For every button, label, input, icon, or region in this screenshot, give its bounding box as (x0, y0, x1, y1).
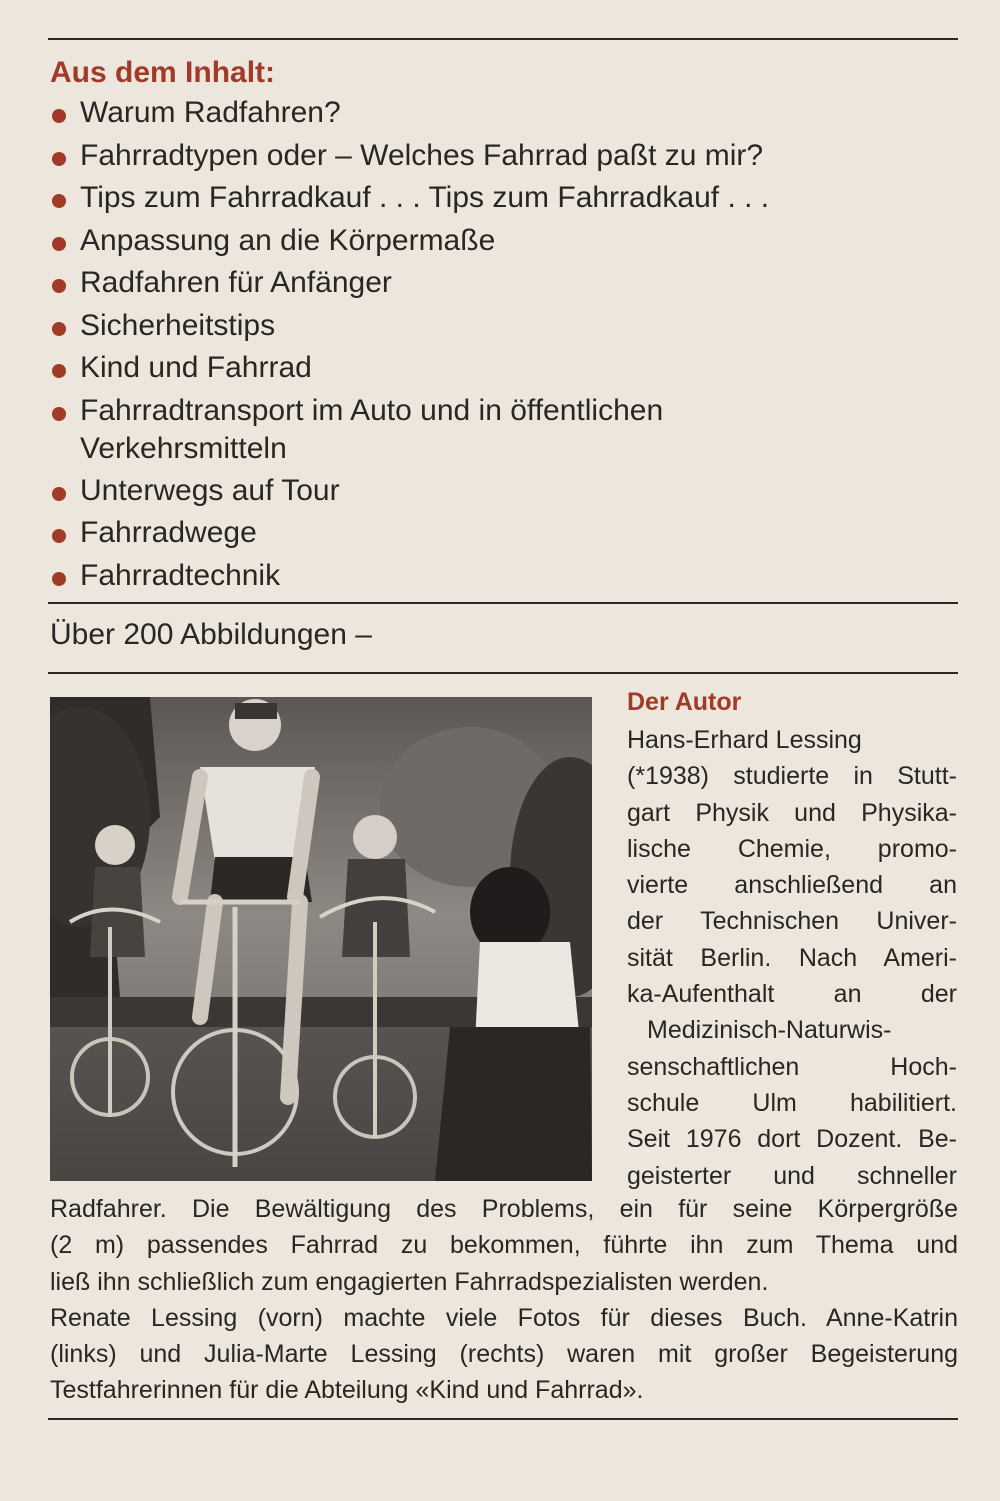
bio-line: vierte anschließend an (627, 871, 957, 900)
bio-line: Hans-Erhard Lessing (627, 726, 862, 754)
bio-line: Medizinisch-Naturwis- (647, 1016, 892, 1045)
bio-line: schule Ulm habilitiert. (627, 1088, 957, 1117)
list-item: Fahrradtransport im Auto und in öffentlichen Verkehrsmitteln (50, 392, 950, 472)
bullet-icon (52, 572, 66, 586)
contents-heading: Aus dem Inhalt: (50, 56, 276, 89)
family-cycling-photo (50, 697, 592, 1181)
bottom-rule (48, 1418, 958, 1420)
bullet-icon (52, 322, 66, 336)
list-item: Fahrradtypen oder – Welches Fahrrad paßt zu mir? (50, 137, 950, 180)
bullet-icon (52, 109, 66, 123)
contents-list (50, 94, 950, 599)
bullet-icon (52, 237, 66, 251)
bullet-icon (52, 279, 66, 293)
author-heading: Der Autor (627, 688, 742, 716)
list-item: Fahrradtechnik (50, 557, 950, 600)
list-item: Anpassung an die Körpermaße (50, 222, 950, 265)
divider (48, 672, 958, 674)
bullet-icon (52, 407, 66, 421)
top-rule (48, 38, 958, 40)
bio-line: Renate Lessing (vorn) machte viele Fotos für dieses Buch. Anne-Katrin (50, 1303, 958, 1332)
illustrations-note: Über 200 Abbildungen – (50, 618, 372, 651)
bio-line: (2 m) passendes Fahrrad zu bekommen, führte ihn zum Thema und (50, 1231, 958, 1260)
bullet-icon (52, 364, 66, 378)
bio-line: Radfahrer. Die Bewältigung des Problems, ein für seine Körpergröße (50, 1195, 958, 1223)
bio-line: der Technischen Univer- (627, 907, 957, 936)
bio-line: ka-Aufenthalt an der (627, 980, 957, 1009)
list-item: Sicherheitstips (50, 307, 950, 350)
list-item: Warum Radfahren? (50, 94, 950, 137)
author-bio-continued (50, 1191, 958, 1409)
bio-line: Seit 1976 dort Dozent. Be- (627, 1125, 957, 1154)
bio-line: (links) und Julia-Marte Lessing (rechts) waren mit großer Begeisterung (50, 1340, 958, 1369)
bio-line: sität Berlin. Nach Ameri- (627, 943, 957, 972)
bullet-icon (52, 194, 66, 208)
bio-line: ließ ihn schließlich zum engagierten Fahrradspezialisten werden. (50, 1267, 769, 1296)
bio-line: gart Physik und Physika- (627, 798, 957, 827)
list-item: Unterwegs auf Tour (50, 472, 950, 515)
list-item: Radfahren für Anfänger (50, 264, 950, 307)
bio-line: senschaftlichen Hoch- (627, 1052, 957, 1081)
bio-line: Testfahrerinnen für die Abteilung «Kind und Fahrrad». (50, 1376, 644, 1405)
list-item: Kind und Fahrrad (50, 349, 950, 392)
bullet-icon (52, 487, 66, 501)
divider (48, 602, 958, 604)
bio-line: lische Chemie, promo- (627, 834, 957, 863)
bio-line: (*1938) studierte in Stutt- (627, 762, 957, 791)
bullet-icon (52, 529, 66, 543)
list-item: Tips zum Fahrradkauf . . . Tips zum Fahrradkauf . . . (50, 179, 950, 222)
author-bio-column (627, 722, 957, 1194)
bio-line: geisterter und schneller (627, 1161, 957, 1190)
bullet-icon (52, 152, 66, 166)
list-item: Fahrradwege (50, 514, 950, 557)
